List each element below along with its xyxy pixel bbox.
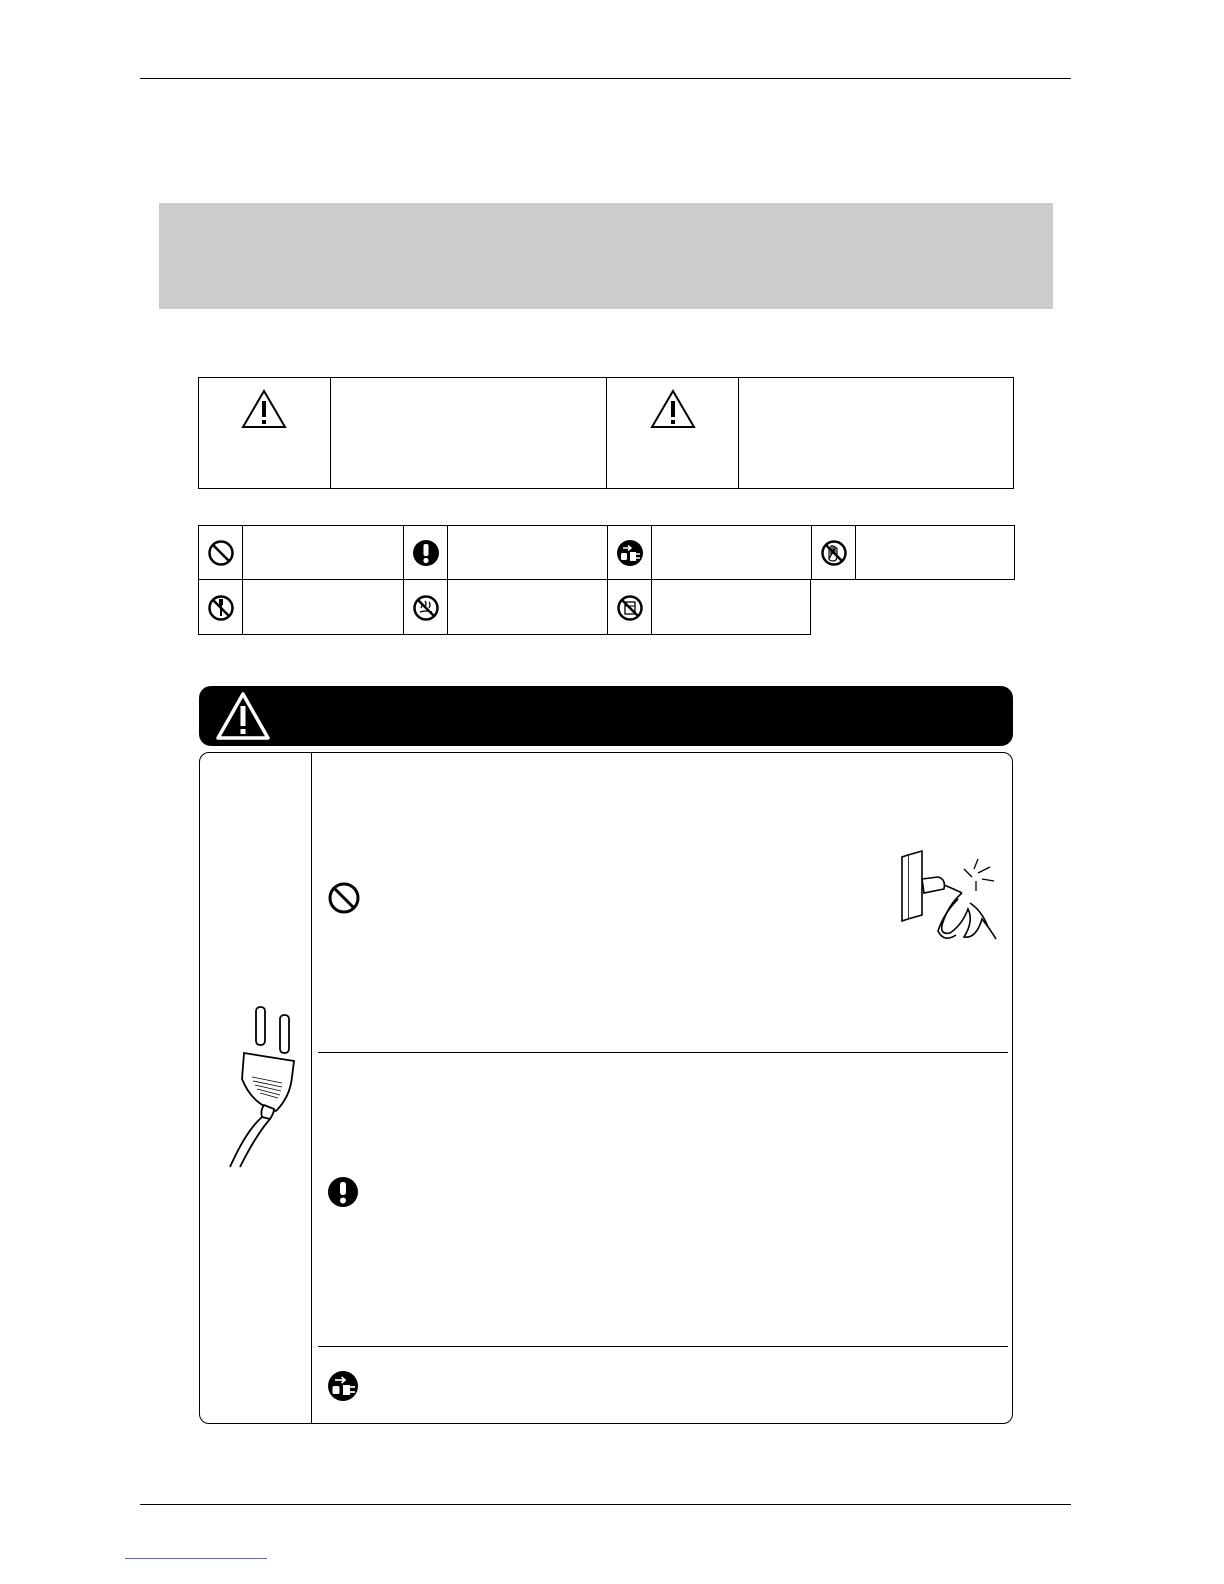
- no-wet-hands-icon: [820, 539, 848, 567]
- power-plug-illustration: [206, 1001, 306, 1171]
- mandatory-exclamation-icon: [327, 1176, 359, 1208]
- prohibited-icon: [207, 539, 235, 567]
- legend-divider: [330, 378, 331, 488]
- unplug-icon: [327, 1370, 359, 1402]
- do-not-disassemble-icon: [207, 594, 235, 622]
- section-divider: [318, 1346, 1008, 1347]
- warning-banner: [199, 686, 1013, 746]
- no-water-contact-icon: [412, 594, 440, 622]
- legend-divider: [606, 378, 607, 488]
- section-title-band: [159, 203, 1053, 309]
- symbol-cell-no-placement: [607, 579, 811, 635]
- header-rule: [140, 78, 1071, 79]
- section-divider: [318, 1052, 1008, 1053]
- footer-link-underline[interactable]: [125, 1558, 267, 1559]
- signal-word-legend: [198, 377, 1014, 489]
- mandatory-exclamation-icon: [412, 539, 440, 567]
- panel-divider: [311, 753, 312, 1423]
- plug-in-outlet-damaged-cord-illustration: [878, 849, 1006, 949]
- symbol-cell-mandatory: [403, 525, 608, 580]
- legend-divider: [738, 378, 739, 488]
- no-placement-icon: [616, 594, 644, 622]
- unplug-icon: [616, 539, 644, 567]
- symbol-cell-prohibited: [198, 525, 404, 580]
- symbol-cell-no-water-contact: [403, 579, 608, 635]
- symbol-cell-unplug: [607, 525, 812, 580]
- symbol-cell-no-wet-hands: [811, 525, 1015, 580]
- caution-triangle-icon: [650, 388, 696, 430]
- warning-triangle-icon: [215, 690, 271, 742]
- footer-rule: [140, 1504, 1071, 1505]
- warning-content-panel: [199, 752, 1013, 1424]
- prohibited-icon: [327, 881, 361, 915]
- symbol-cell-do-not-disassemble: [198, 579, 404, 635]
- warning-triangle-icon: [241, 388, 287, 430]
